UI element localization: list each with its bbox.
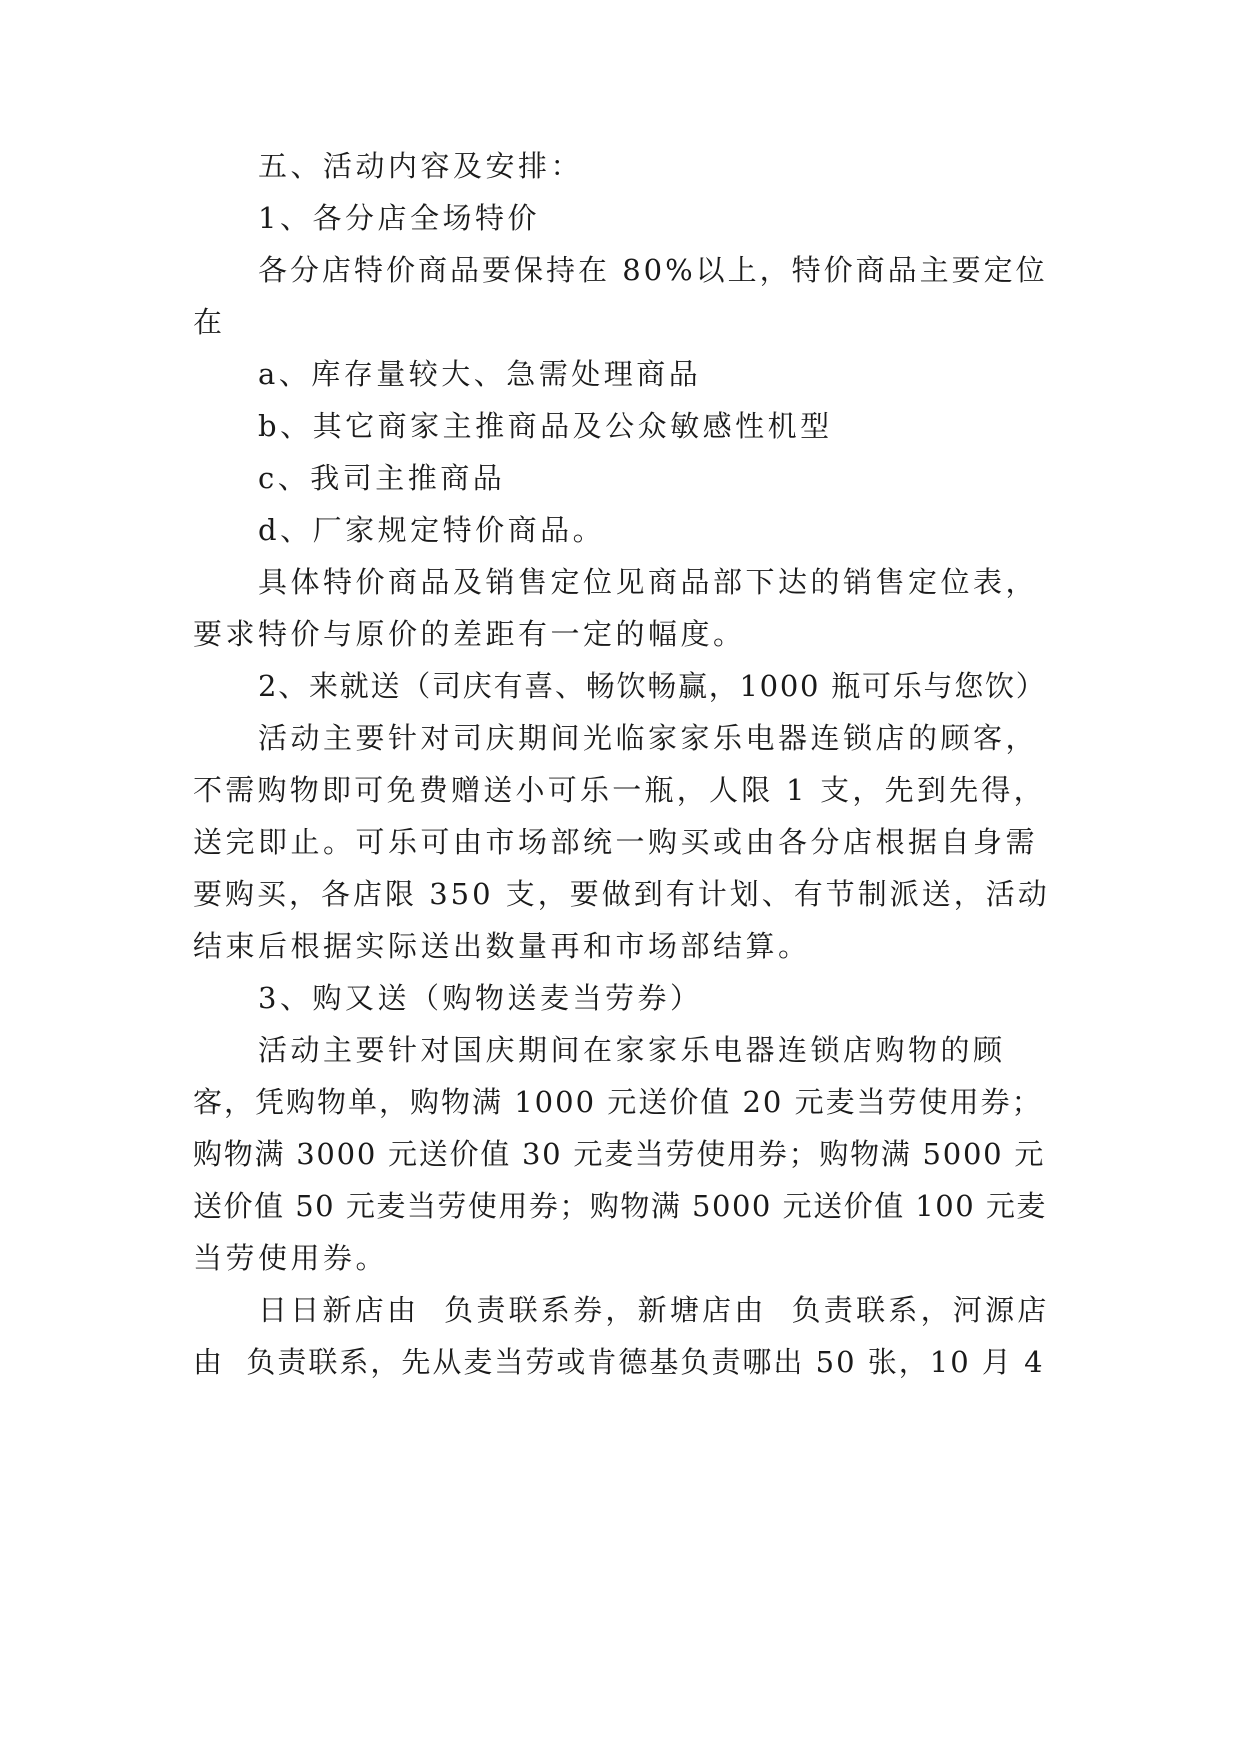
paragraph-line: 要求特价与原价的差距有一定的幅度。 (193, 617, 746, 651)
list-item-a: a、库存量较大、急需处理商品 (258, 357, 702, 391)
item-heading-3: 3、购又送（购物送麦当劳券） (258, 981, 703, 1015)
paragraph-line: 购物满 3000 元送价值 30 元麦当劳使用券；购物满 5000 元 (193, 1137, 1046, 1171)
section-heading-activities: 五、活动内容及安排： (258, 149, 584, 183)
paragraph-line: 要购买，各店限 350 支，要做到有计划、有节制派送，活动 (193, 877, 1050, 911)
paragraph-line: 由 负责联系，先从麦当劳或肯德基负责哪出 50 张，10 月 4 (193, 1345, 1045, 1379)
paragraph-line: 送价值 50 元麦当劳使用券；购物满 5000 元送价值 100 元麦 (193, 1189, 1047, 1223)
item-heading-1: 1、各分店全场特价 (258, 201, 540, 235)
paragraph-line: 在 (193, 305, 226, 339)
paragraph-line: 各分店特价商品要保持在 80%以上，特价商品主要定位 (258, 253, 1048, 287)
list-item-c: c、我司主推商品 (258, 461, 506, 495)
paragraph-line: 具体特价商品及销售定位见商品部下达的销售定位表， (258, 565, 1039, 599)
paragraph-line: 送完即止。可乐可由市场部统一购买或由各分店根据自身需 (193, 825, 1039, 859)
paragraph-line: 客，凭购物单，购物满 1000 元送价值 20 元麦当劳使用券； (193, 1085, 1043, 1119)
list-item-b: b、其它商家主推商品及公众敏感性机型 (258, 409, 833, 443)
item-heading-2: 2、来就送（司庆有喜、畅饮畅赢，1000 瓶可乐与您饮） (258, 669, 1047, 703)
paragraph-line: 当劳使用券。 (193, 1241, 389, 1275)
paragraph-line: 活动主要针对国庆期间在家家乐电器连锁店购物的顾 (258, 1033, 1006, 1067)
paragraph-line: 不需购物即可免费赠送小可乐一瓶，人限 1 支，先到先得， (193, 773, 1046, 807)
paragraph-line: 结束后根据实际送出数量再和市场部结算。 (193, 929, 811, 963)
list-item-d: d、厂家规定特价商品。 (258, 513, 606, 547)
paragraph-line: 活动主要针对司庆期间光临家家乐电器连锁店的顾客， (258, 721, 1039, 755)
paragraph-line: 日日新店由 负责联系券，新塘店由 负责联系，河源店 (258, 1293, 1050, 1327)
